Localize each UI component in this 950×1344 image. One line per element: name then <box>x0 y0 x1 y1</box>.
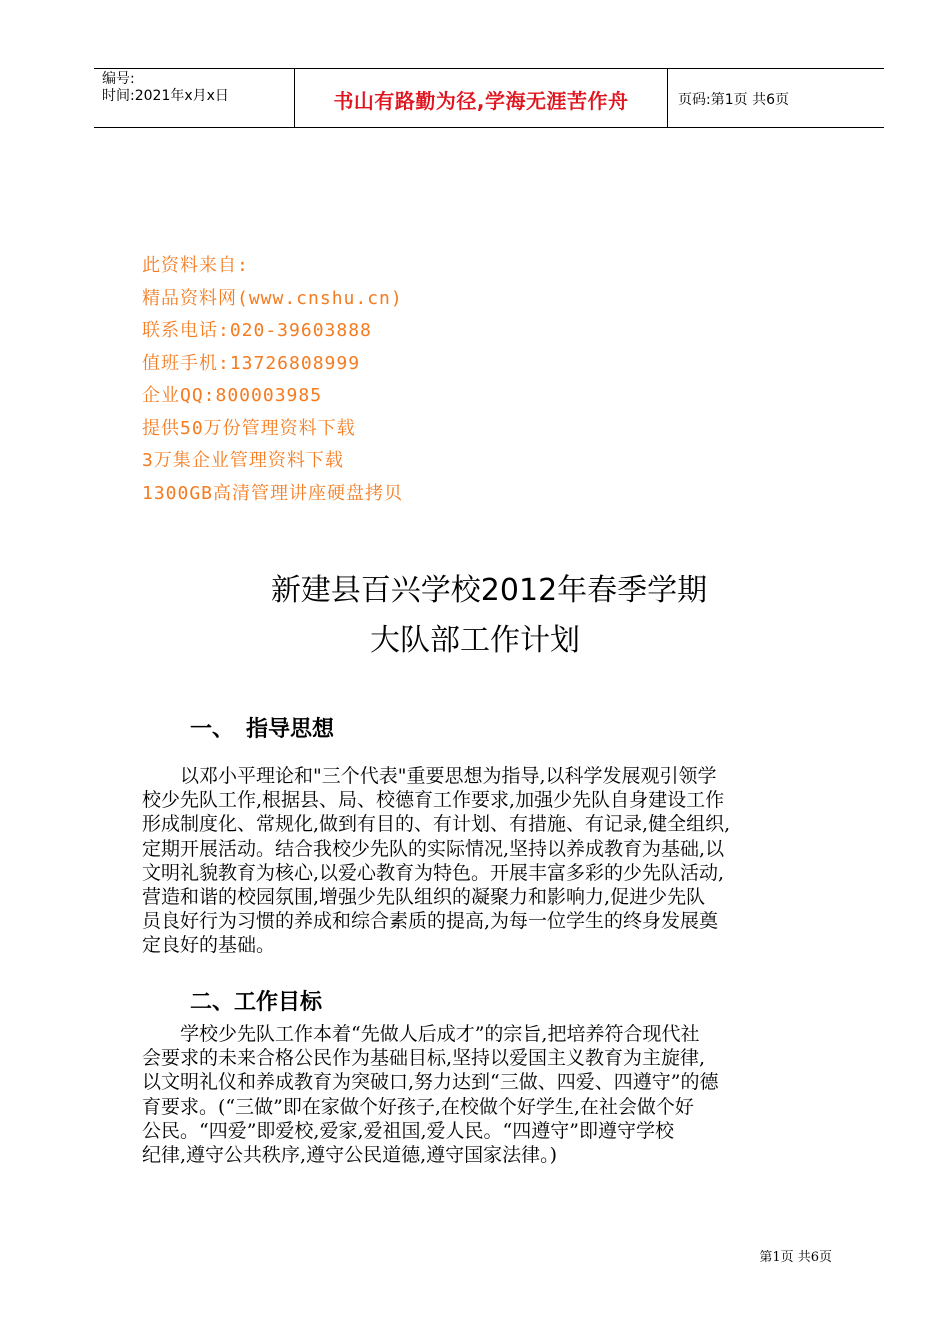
paragraph-line: 会要求的未来合格公民作为基础目标,坚持以爱国主义教育为主旋律, <box>142 1047 706 1070</box>
page-footer: 第1页 共6页 <box>759 1250 832 1265</box>
section-heading: 二、工作目标 <box>190 990 323 1015</box>
paragraph-line: 定期开展活动。结合我校少先队的实际情况,坚持以养成教育为基础,以 <box>142 837 725 860</box>
time-label: 时间:2021年x月x日 <box>102 88 229 104</box>
section-number: 一、 <box>190 717 235 742</box>
paragraph-line: 以文明礼仪和养成教育为突破口,努力达到“三做、四爱、四遵守”的德 <box>142 1071 719 1094</box>
paragraph-line: 公民。“四爱”即爱校,爱家,爱祖国,爱人民。“四遵守”即遵守学校 <box>142 1119 674 1142</box>
paragraph-line: 员良好行为习惯的养成和综合素质的提高,为每一位学生的终身发展奠 <box>142 910 719 933</box>
header-meta <box>102 71 229 105</box>
paragraph-line: 学校少先队工作本着“先做人后成才”的宗旨,把培养符合现代社 <box>142 1023 700 1045</box>
promo-line: 3万集企业管理资料下载 <box>142 450 344 471</box>
number-label: 编号: <box>102 71 135 87</box>
promo-line: 提供50万份管理资料下载 <box>142 417 356 439</box>
section-heading <box>190 712 334 743</box>
header-motto: 书山有路勤为径,学海无涯苦作舟 <box>333 89 629 113</box>
section-paragraph <box>142 1022 832 1167</box>
paragraph-line: 校少先队工作,根据县、局、校德育工作要求,加强少先队自身建设工作 <box>142 789 725 812</box>
promo-block <box>142 250 403 510</box>
promo-line: 企业QQ:800003985 <box>142 385 323 406</box>
promo-line: 此资料来自: <box>142 255 249 276</box>
paragraph-line: 育要求。(“三做”即在家做个好孩子,在校做个好学生,在社会做个好 <box>142 1095 694 1118</box>
paragraph-line: 营造和谐的校园氛围,增强少先队组织的凝聚力和影响力,促进少先队 <box>142 886 706 909</box>
paragraph-line: 形成制度化、常规化,做到有目的、有计划、有措施、有记录,健全组织, <box>142 813 731 836</box>
page-header <box>94 68 884 128</box>
paragraph-line: 文明礼貌教育为核心,以爱心教育为特色。开展丰富多彩的少先队活动, <box>142 861 725 884</box>
header-page-number: 页码:第1页 共6页 <box>678 92 789 108</box>
document-title: 新建县百兴学校2012年春季学期 <box>270 573 708 608</box>
paragraph-line: 定良好的基础。 <box>142 934 276 957</box>
promo-line: 1300GB高清管理讲座硬盘拷贝 <box>142 482 404 504</box>
header-divider <box>667 69 668 128</box>
promo-line: 精品资料网(www.cnshu.cn) <box>142 287 403 309</box>
section-title: 指导思想 <box>246 717 335 742</box>
paragraph-line: 纪律,遵守公共秩序,遵守公民道德,遵守国家法律。) <box>142 1144 558 1167</box>
document-subtitle: 大队部工作计划 <box>370 623 580 658</box>
promo-line: 联系电话:020-39603888 <box>142 320 372 341</box>
promo-line: 值班手机:13726808999 <box>142 352 361 374</box>
paragraph-line: 以邓小平理论和"三个代表"重要思想为指导,以科学发展观引领学 <box>142 765 717 787</box>
section-paragraph <box>142 764 832 958</box>
